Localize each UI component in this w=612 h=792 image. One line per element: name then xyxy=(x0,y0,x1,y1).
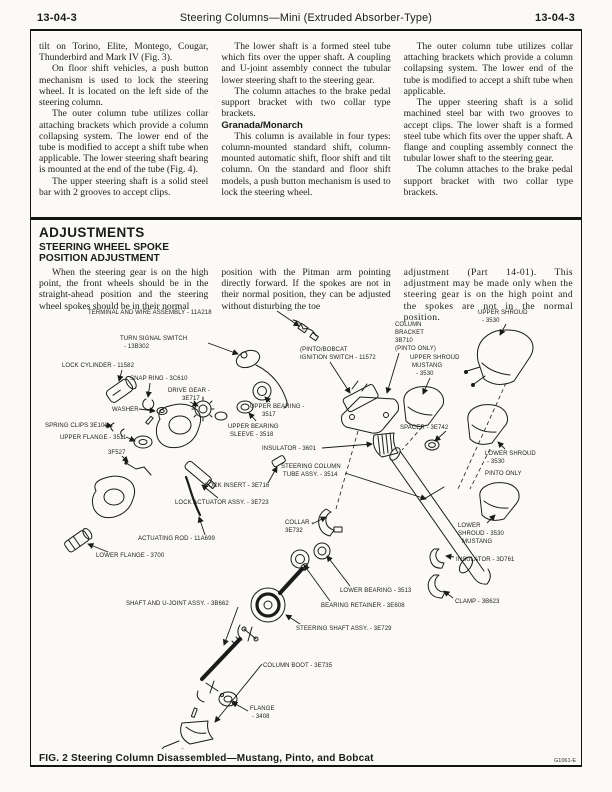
diagram-label-text: SPRING CLIPS 3E101 xyxy=(45,423,108,429)
diagram-label-text: - 13B302 xyxy=(124,344,150,350)
snap-ring-drawing xyxy=(143,399,154,410)
label-insulator-3d761 xyxy=(446,556,515,563)
paragraph: The lower shaft is a formed steel tube which fits over the upper shaft. A coupling and U-joint assembly connect the tubular lower steering shaft to the steering gear. xyxy=(221,41,391,86)
label-flange xyxy=(232,702,275,720)
paragraph: When the steering gear is on the high point, the front wheels should be in the straight-ahead position and the steering wheel spokes should be in their normal xyxy=(39,267,209,312)
diagram-label-text: SPACER - 3E742 xyxy=(400,425,449,431)
diagram-label-text: IGNITION SWITCH - 11572 xyxy=(300,355,376,361)
diagram-label-text: BEARING RETAINER - 3E608 xyxy=(321,603,405,609)
label-upper-shroud-mustang xyxy=(410,355,460,394)
u-joint-shaft-drawing xyxy=(202,625,258,679)
diagram-label-text: LOWER FLANGE - 3700 xyxy=(96,553,165,559)
lower-hub-drawing xyxy=(92,476,134,518)
diagram-label-text: UPPER FLANGE - 3511 xyxy=(60,435,127,441)
label-turn-signal-switch xyxy=(120,336,238,354)
label-insulator-3601 xyxy=(262,444,372,452)
lower-shroud-pinto-drawing xyxy=(468,405,508,445)
label-upper-bearing xyxy=(250,397,305,418)
diagram-label-text: (PINTO/BOBCAT xyxy=(300,347,348,353)
diagram-label-text: LOCK CYLINDER - 11582 xyxy=(62,363,135,369)
diagram-label-text: - 3530 xyxy=(487,459,505,465)
page-header xyxy=(37,12,575,24)
adjustments-subheading xyxy=(39,242,169,265)
bearing-retainer-drawing xyxy=(291,550,309,568)
exploded-diagram-figure xyxy=(0,303,612,749)
actuating-rod-drawing xyxy=(186,477,200,515)
terminal-wire-drawing xyxy=(293,320,318,341)
steering-shaft-drawing xyxy=(251,562,309,622)
label-actuating-rod xyxy=(138,517,216,542)
diagram-label-text: CLAMP - 3B623 xyxy=(455,599,500,605)
diagram-label-text: 3B710 xyxy=(395,338,413,344)
diagram-label-text: SNAP RING - 3C610 xyxy=(130,376,188,382)
diagram-label-text: INSULATOR - 3D761 xyxy=(456,557,515,563)
paragraph: The upper steering shaft is a solid machined steel bar with two grooves to accept clips. The lower shaft is a formed steel tube which fits over the upper shaft. A flange and coupling assembly connect the tubular lower shaft to the steering gear. xyxy=(403,97,573,165)
alignment-dash-line xyxy=(336,431,358,509)
adjustments-subheading-line1: STEERING WHEEL SPOKE xyxy=(39,242,170,253)
label-lower-flange xyxy=(88,544,165,559)
paragraph: tilt on Torino, Elite, Montego, Cougar, Thunderbird and Mark IV (Fig. 3). xyxy=(39,41,209,64)
insulator-3d761-drawing xyxy=(430,549,444,568)
ignition-switch-bracket-drawing xyxy=(342,381,399,433)
paragraph: The upper steering shaft is a solid steel bar with 2 grooves to accept clips. xyxy=(39,175,209,198)
label-3f527 xyxy=(108,450,128,462)
diagram-label-text: 3E717 xyxy=(182,396,200,402)
label-lock-cylinder xyxy=(62,363,135,381)
page-code-left: 13-04-3 xyxy=(37,12,78,24)
diagram-label-text: STEERING COLUMN xyxy=(281,464,341,470)
diagram-label-text: LOWER BEARING - 3513 xyxy=(340,588,412,594)
clamp-drawing xyxy=(428,575,445,598)
diagram-label-text: PINTO ONLY xyxy=(485,471,522,477)
figure-caption-row xyxy=(39,753,576,764)
paragraph: The column attaches to the brake pedal support bracket with two collar type brackets. xyxy=(221,85,391,120)
diagram-label-text: LOCK INSERT - 3E716 xyxy=(205,483,270,489)
diagram-label-text: SHAFT AND U-JOINT ASSY. - 3B662 xyxy=(126,601,229,607)
diagram-label-text: TUBE ASSY. - 3514 xyxy=(283,472,338,478)
diagram-label-text: (PINTO ONLY) xyxy=(395,346,436,352)
paragraph: The column attaches to the brake pedal support bracket with two collar type brackets. xyxy=(403,164,573,198)
diagram-label-text: WASHER xyxy=(112,407,139,413)
diagram-label-text: INSULATOR - 3601 xyxy=(262,446,317,452)
lever-3f527-drawing xyxy=(124,461,151,475)
diagram-label-text: - 3530 xyxy=(482,318,500,324)
diagram-label-text: SHROUD - 3530 xyxy=(458,531,504,537)
label-bearing-retainer xyxy=(304,565,405,609)
diagram-label-text: LOWER xyxy=(458,523,481,529)
lower-shroud-mustang-drawing xyxy=(480,483,519,521)
diagram-label-text: UPPER BEARING xyxy=(228,424,279,430)
label-lock-insert xyxy=(205,467,277,489)
label-lower-shroud-mustang xyxy=(458,515,505,545)
intro-columns xyxy=(39,41,573,198)
column-boot-drawing xyxy=(162,721,213,749)
turn-signal-switch-drawing xyxy=(234,347,287,408)
label-lower-shroud-pinto xyxy=(485,442,536,477)
label-steering-shaft xyxy=(286,615,392,632)
diagram-label-text: LOCK ACTUATOR ASSY. - 3E723 xyxy=(175,500,269,506)
label-collar xyxy=(285,517,326,534)
diagram-label-text: FLANGE xyxy=(250,706,275,712)
diagram-label-text: - 3408 xyxy=(252,714,270,720)
label-clamp xyxy=(444,591,500,605)
diagram-label-text: STEERING SHAFT ASSY. - 3E729 xyxy=(296,626,392,632)
diagram-label-text: UPPER BEARING - xyxy=(250,404,305,410)
label-washer xyxy=(112,407,155,413)
adjustments-heading-block xyxy=(39,225,169,265)
diagram-label-text: COLLAR - xyxy=(285,520,314,526)
diagram-label-text: 3E732 xyxy=(285,528,303,534)
page-code-right: 13-04-3 xyxy=(534,12,575,24)
figure-caption: FIG. 2 Steering Column Disassembled—Mustang, Pinto, and Bobcat xyxy=(39,753,374,764)
paragraph: This column is available in four types: column-mounted standard shift, column-mounted automatic shift, floor shift and tilt column. On the standard and floor shift models, a push button mechanism is used to lock the steering wheel. xyxy=(221,130,391,198)
diagram-label-text: - 3530 xyxy=(416,371,434,377)
lower-u-joint-flange-drawing xyxy=(191,681,237,717)
label-lower-bearing xyxy=(327,556,412,594)
label-spacer xyxy=(400,425,449,441)
label-upper-flange xyxy=(60,435,135,441)
paragraph: position with the Pitman arm pointing directly forward. If the spokes are not in their normal position, they can be adjusted without disturbing the toe xyxy=(221,267,391,312)
label-steering-column-tube xyxy=(281,464,426,499)
label-terminal-and-wire-assembly xyxy=(88,310,299,326)
insulator-3601-drawing xyxy=(373,433,398,457)
intro-column-1 xyxy=(39,41,208,198)
label-drive-gear xyxy=(168,388,210,406)
label-shaft-u-joint xyxy=(126,601,238,645)
intro-column-3 xyxy=(404,41,573,198)
diagram-label-text: DRIVE GEAR - xyxy=(168,388,210,394)
diagram-label-text: UPPER SHROUD xyxy=(478,310,528,316)
label-spring-clips xyxy=(45,423,112,429)
adjustments-heading: ADJUSTMENTS xyxy=(39,225,145,240)
lower-flange-drawing xyxy=(63,527,93,553)
upper-bearing-drawing xyxy=(253,382,271,400)
granada-monarch-subhead: Granada/Monarch xyxy=(221,119,303,131)
diagram-label-text: 3517 xyxy=(262,412,276,418)
diagram-label-text: UPPER SHROUD xyxy=(410,355,460,361)
diagram-label-text: SLEEVE - 3518 xyxy=(230,432,274,438)
paragraph: adjustment (Part 14-01). This adjustment may be made only when the steering gear is on the high point and the spokes are not in the normal position. xyxy=(403,267,573,323)
plate-code: G1061-E xyxy=(553,758,576,764)
label-upper-shroud xyxy=(478,310,528,335)
diagram-label-text: BRACKET xyxy=(395,330,425,336)
diagram-label-text: LOWER SHROUD xyxy=(485,451,536,457)
diagram-label-text: COLUMN BOOT - 3E735 xyxy=(263,663,333,669)
paragraph: On floor shift vehicles, a push button mechanism is used to lock the steering wheel. It is located on the left side of the steering column. xyxy=(39,63,209,109)
diagram-label-text: TURN SIGNAL SWITCH xyxy=(120,336,188,342)
column-tube-drawing xyxy=(388,446,491,584)
collar-drawing xyxy=(319,509,342,536)
page-title: Steering Columns—Mini (Extruded Absorber-Type) xyxy=(179,12,433,24)
section-divider-rule xyxy=(31,217,581,220)
adjustments-subheading-line2: POSITION ADJUSTMENT xyxy=(39,253,160,265)
diagram-label-text: 3F527 xyxy=(108,450,126,456)
diagram-label-text: COLUMN xyxy=(395,322,422,328)
intro-column-2 xyxy=(221,41,390,198)
paragraph: The outer column tube utilizes collar attaching brackets which provide a column collapsing system. The lower end of the tube is modified to accept a shift tube when applicable. xyxy=(403,41,573,97)
diagram-label-text: MUSTANG xyxy=(462,539,493,545)
diagram-label-text: ACTUATING ROD - 11A699 xyxy=(138,536,215,542)
diagram-label-text: MUSTANG xyxy=(412,363,443,369)
diagram-label-text: TERMINAL AND WIRE ASSEMBLY - 11A218 xyxy=(88,310,212,316)
spring-clips-drawing xyxy=(111,416,153,437)
upper-shroud-drawing xyxy=(464,330,533,387)
spacer-drawing xyxy=(425,440,439,450)
paragraph: The outer column tube utilizes collar attaching brackets which provide a column collapsing system. The lower end of the tube is modified to accept a shift tube when applicable. The lower steering shaft bearing is mounted at the end of the tube (Fig. 4). xyxy=(39,108,209,176)
